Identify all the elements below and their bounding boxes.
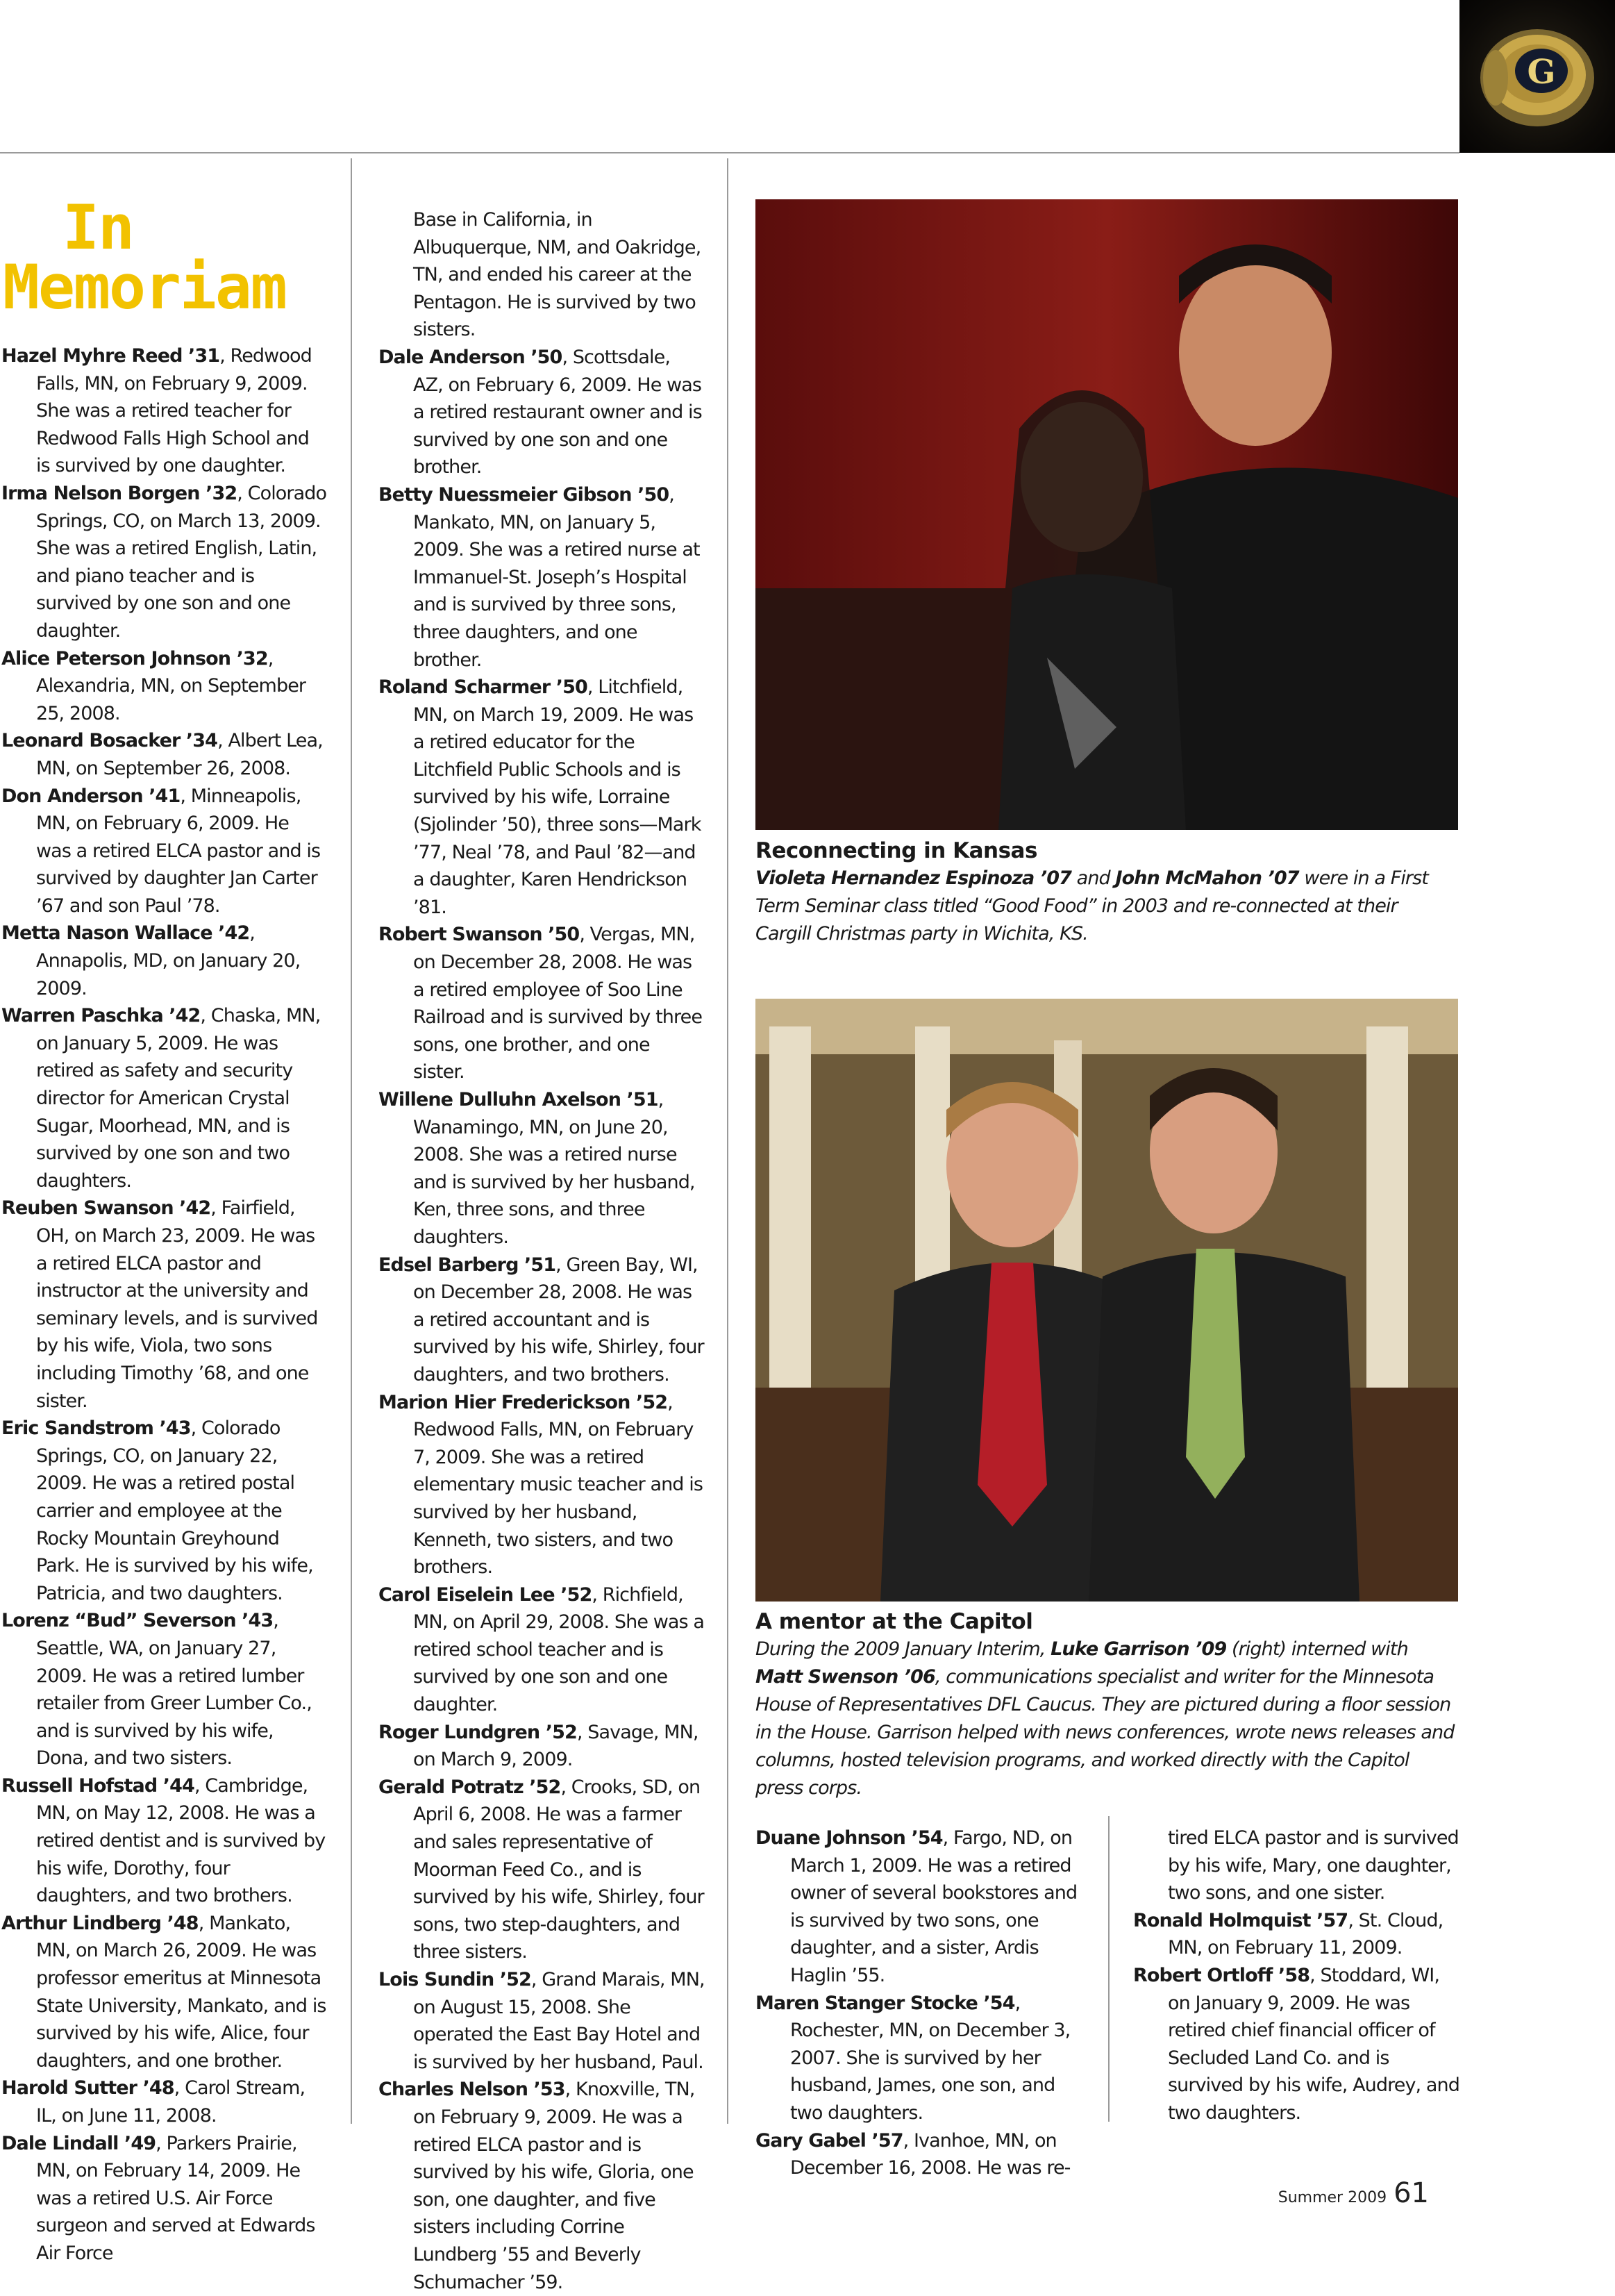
section-title: In Memoriam xyxy=(3,192,286,323)
obituary-entry xyxy=(1,1195,328,1415)
photo-caption: During the 2009 January Interim, Luke Garrison ’09 (right) interned with Matt Swenson ’06, communications specialist and writer for the Minnesota House of Representatives DFL Caucus. They are pictured during a floor session in the House. Garrison helped with news conferences, wrote news releases and columns, hosted television programs, and worked directly with the Capitol press corps. xyxy=(755,1638,1455,1799)
obituary-text: , Green Bay, WI, on December 28, 2008. He was a retired accountant and is survived by his wife, Shirley, four daughters, and two brothers. xyxy=(413,1254,704,1386)
obituary-text: , Alexandria, MN, on September 25, 2008. xyxy=(36,647,306,724)
obituary-entry xyxy=(378,1774,705,1966)
obituary-entry xyxy=(378,1966,705,2076)
obituary-name: Metta Nason Wallace ’42 xyxy=(1,922,250,945)
obituary-text: , Parkers Prairie, MN, on February 14, 2009. He was a retired U.S. Air Force surgeon and served at Edwards Air Force xyxy=(36,2132,315,2264)
obituary-text: , Fargo, ND, on March 1, 2009. He was a retired owner of several bookstores and is survived by two sons, one daughter, and a sister, Ardis Haglin ’55. xyxy=(790,1827,1078,1986)
obituary-text: , Scottsdale, AZ, on February 6, 2009. He was a retired restaurant owner and is survived by one son and one brother. xyxy=(413,346,702,479)
obituary-text: , Richfield, MN, on April 29, 2008. She was a retired school teacher and is survived by one son and one daughter. xyxy=(413,1583,705,1716)
photo-caption: Violeta Hernandez Espinoza ’07 and John McMahon ’07 were in a First Term Seminar class titled “Good Food” in 2003 and re-connected at their Cargill Christmas party in Wichita, KS. xyxy=(755,867,1428,945)
obituary-entry xyxy=(1,342,328,480)
obituary-text: , Carol Stream, IL, on June 11, 2008. xyxy=(36,2077,306,2127)
obituary-entry xyxy=(378,1086,705,1251)
obituary-entry xyxy=(1,920,328,1002)
obituary-column xyxy=(755,1824,1087,2182)
svg-text:G: G xyxy=(1527,53,1556,92)
obituary-name: Hazel Myhre Reed ’31 xyxy=(1,345,220,367)
obituary-text: , Mankato, MN, on January 5, 2009. She was a retired nurse at Immanuel-St. Joseph’s Hospital and is survived by three sons, three daughters, and one brother. xyxy=(413,483,700,671)
obituary-text: , Wanamingo, MN, on June 20, 2008. She was a retired nurse and is survived by her husband, Ken, three sons, and three daughters. xyxy=(413,1089,695,1248)
photo-caption-title: A mentor at the Capitol xyxy=(755,1609,1033,1634)
column-divider xyxy=(351,158,352,2124)
obituary-entry xyxy=(1,727,328,782)
obituary-name: Betty Nuessmeier Gibson ’50 xyxy=(378,483,669,506)
obituary-name: Irma Nelson Borgen ’32 xyxy=(1,482,237,504)
obituary-text: , Annapolis, MD, on January 20, 2009. xyxy=(36,922,301,999)
obituary-entry xyxy=(755,1990,1087,2127)
obituary-entry xyxy=(1,1002,328,1195)
obituary-text: , Albert Lea, MN, on September 26, 2008. xyxy=(36,730,323,779)
obituary-name: Gary Gabel ’57 xyxy=(755,2129,903,2152)
obituary-name: Gerald Potratz ’52 xyxy=(378,1776,561,1798)
obituary-entry xyxy=(1,1415,328,1607)
obituary-text: , Stoddard, WI, on January 9, 2009. He was retired chief financial officer of Secluded Land Co. and is survived by his wife, Audrey, and two daughters. xyxy=(1168,1964,1459,2124)
obituary-text: , St. Cloud, MN, on February 11, 2009. xyxy=(1168,1909,1444,1959)
obituary-entry xyxy=(1133,1907,1461,1962)
class-ring-icon xyxy=(1459,0,1615,153)
obituary-column xyxy=(1133,1824,1461,2127)
obituary-name: Dale Anderson ’50 xyxy=(378,346,562,368)
header-rule xyxy=(0,152,1459,153)
obituary-column xyxy=(1,342,328,2268)
obituary-text: tired ELCA pastor and is survived by his wife, Mary, one daughter, two sons, and one sister. xyxy=(1168,1827,1459,1904)
photo-reconnecting-kansas xyxy=(755,199,1458,830)
column-divider xyxy=(1108,1816,1110,2122)
obituary-entry xyxy=(378,206,705,344)
obituary-column xyxy=(378,206,705,2296)
obituary-entry xyxy=(1,1607,328,1772)
obituary-entry xyxy=(1,1772,328,1910)
obituary-entry xyxy=(378,1581,705,1719)
obituary-entry xyxy=(1,1910,328,2075)
obituary-name: Lorenz “Bud” Severson ’43 xyxy=(1,1610,274,1632)
obituary-name: Willene Dulluhn Axelson ’51 xyxy=(378,1089,658,1110)
obituary-name: Robert Swanson ’50 xyxy=(378,924,580,946)
obituary-name: Dale Lindall ’49 xyxy=(1,2132,156,2154)
obituary-entry xyxy=(1133,1962,1461,2127)
obituary-name: Charles Nelson ’53 xyxy=(378,2079,565,2101)
obituary-text: , Cambridge, MN, on May 12, 2008. He was a retired dentist and is survived by his wife, Dorothy, four daughters, and two brothers. xyxy=(36,1774,326,1907)
obituary-text: , Grand Marais, MN, on August 15, 2008. She operated the East Bay Hotel and is survived by her husband, Paul. xyxy=(413,1969,705,2073)
obituary-name: Ronald Holmquist ’57 xyxy=(1133,1909,1348,1931)
obituary-entry xyxy=(755,1824,1087,1990)
obituary-text: , Colorado Springs, CO, on January 22, 2009. He was a retired postal carrier and employee at the Rocky Mountain Greyhound Park. He is survived by his wife, Patricia, and two daughters. xyxy=(36,1417,313,1604)
obituary-text: , Redwood Falls, MN, on February 9, 2009. She was a retired teacher for Redwood Falls High School and is survived by one daughter. xyxy=(36,345,312,477)
obituary-text: , Rochester, MN, on December 3, 2007. She is survived by her husband, James, one son, and two daughters. xyxy=(790,1992,1071,2124)
obituary-text: Base in California, in Albuquerque, NM, and Oakridge, TN, and ended his career at the Pentagon. He is survived by two sisters. xyxy=(413,209,701,341)
obituary-entry xyxy=(1,2074,328,2129)
obituary-name: Robert Ortloff ’58 xyxy=(1133,1964,1310,1986)
obituary-name: Eric Sandstrom ’43 xyxy=(1,1417,191,1440)
obituary-text: , Minneapolis, MN, on February 6, 2009. He was a retired ELCA pastor and is survived by daughter Jan Carter ’67 and son Paul ’78. xyxy=(36,785,321,917)
obituary-entry xyxy=(378,481,705,674)
obituary-name: Roger Lundgren ’52 xyxy=(378,1721,577,1743)
class-ring-photo xyxy=(1459,0,1615,153)
obituary-name: Marion Hier Frederickson ’52 xyxy=(378,1391,668,1413)
obituary-name: Leonard Bosacker ’34 xyxy=(1,730,218,752)
obituary-entry xyxy=(378,1389,705,1581)
obituary-entry xyxy=(1,2130,328,2268)
obituary-entry xyxy=(378,1251,705,1389)
obituary-entry xyxy=(1133,1824,1461,1907)
obituary-text: , Mankato, MN, on March 26, 2009. He was professor emeritus at Minnesota State University, Mankato, and is survived by his wife, Alice, four daughters, and one brother. xyxy=(36,1912,326,2072)
obituary-name: Edsel Barberg ’51 xyxy=(378,1254,556,1276)
obituary-entry xyxy=(378,1719,705,1774)
photo-caption-title: Reconnecting in Kansas xyxy=(755,838,1037,863)
obituary-name: Carol Eiselein Lee ’52 xyxy=(378,1583,592,1606)
obituary-entry xyxy=(378,674,705,921)
obituary-name: Don Anderson ’41 xyxy=(1,785,181,807)
obituary-entry xyxy=(755,2127,1087,2182)
obituary-text: , Crooks, SD, on April 6, 2008. He was a farmer and sales representative of Moorman Feed Co., and is survived by his wife, Shirley, four sons, two step-daughters, and three sisters. xyxy=(413,1776,704,1963)
obituary-name: Alice Peterson Johnson ’32 xyxy=(1,647,268,669)
obituary-entry xyxy=(1,783,328,920)
obituary-text: , Fairfield, OH, on March 23, 2009. He was a retired ELCA pastor and instructor at the university and seminary levels, and is survived by his wife, Viola, two sons including Timothy ’68, and one sister. xyxy=(36,1197,318,1412)
obituary-name: Harold Sutter ’48 xyxy=(1,2077,174,2099)
page-footer xyxy=(1278,2177,1429,2209)
obituary-name: Reuben Swanson ’42 xyxy=(1,1197,211,1220)
obituary-text: , Litchfield, MN, on March 19, 2009. He was a retired educator for the Litchfield Public Schools and is survived by his wife, Lorraine (Sjolinder ’50), three sons—Mark ’77, Neal ’78, and Paul ’82—and a daughter, Karen Hendrickson ’81. xyxy=(413,676,701,918)
obituary-name: Duane Johnson ’54 xyxy=(755,1827,943,1849)
obituary-text: , Savage, MN, on March 9, 2009. xyxy=(413,1721,698,1771)
obituary-text: , Vergas, MN, on December 28, 2008. He was a retired employee of Soo Line Railroad and is survived by three sons, one brother, and one sister. xyxy=(413,924,703,1083)
obituary-name: Warren Paschka ’42 xyxy=(1,1005,201,1027)
obituary-text: , Knoxville, TN, on February 9, 2009. He was a retired ELCA pastor and is survived by his wife, Gloria, one son, one daughter, and five sisters including Corrine Lundberg ’55 and Beverly Schumacher ’59. xyxy=(413,2079,695,2293)
obituary-entry xyxy=(378,2076,705,2296)
obituary-text: , Colorado Springs, CO, on March 13, 2009. She was a retired English, Latin, and piano teacher and is survived by one son and one daughter. xyxy=(36,482,327,642)
obituary-entry xyxy=(378,344,705,481)
obituary-name: Russell Hofstad ’44 xyxy=(1,1774,194,1797)
column-divider xyxy=(727,158,728,2124)
obituary-text: , Redwood Falls, MN, on February 7, 2009. She was a retired elementary music teacher and is survived by her husband, Kenneth, two sisters, and two brothers. xyxy=(413,1391,703,1579)
obituary-name: Roland Scharmer ’50 xyxy=(378,676,587,699)
obituary-entry xyxy=(1,480,328,645)
page-number: 61 xyxy=(1394,2177,1429,2209)
photo-mentor-capitol xyxy=(755,999,1458,1602)
obituary-entry xyxy=(378,921,705,1086)
obituary-entry xyxy=(1,645,328,728)
obituary-text: , Ivanhoe, MN, on December 16, 2008. He was re- xyxy=(790,2129,1071,2179)
obituary-name: Arthur Lindberg ’48 xyxy=(1,1912,199,1934)
obituary-text: , Chaska, MN, on January 5, 2009. He was retired as safety and security director for American Crystal Sugar, Moorhead, MN, and is survived by one son and two daughters. xyxy=(36,1005,321,1192)
obituary-name: Lois Sundin ’52 xyxy=(378,1969,531,1990)
obituary-name: Maren Stanger Stocke ’54 xyxy=(755,1992,1015,2014)
issue-label: Summer 2009 xyxy=(1278,2189,1387,2206)
obituary-text: , Seattle, WA, on January 27, 2009. He was a retired lumber retailer from Greer Lumber Co., and is survived by his wife, Dona, and two sisters. xyxy=(36,1610,312,1770)
